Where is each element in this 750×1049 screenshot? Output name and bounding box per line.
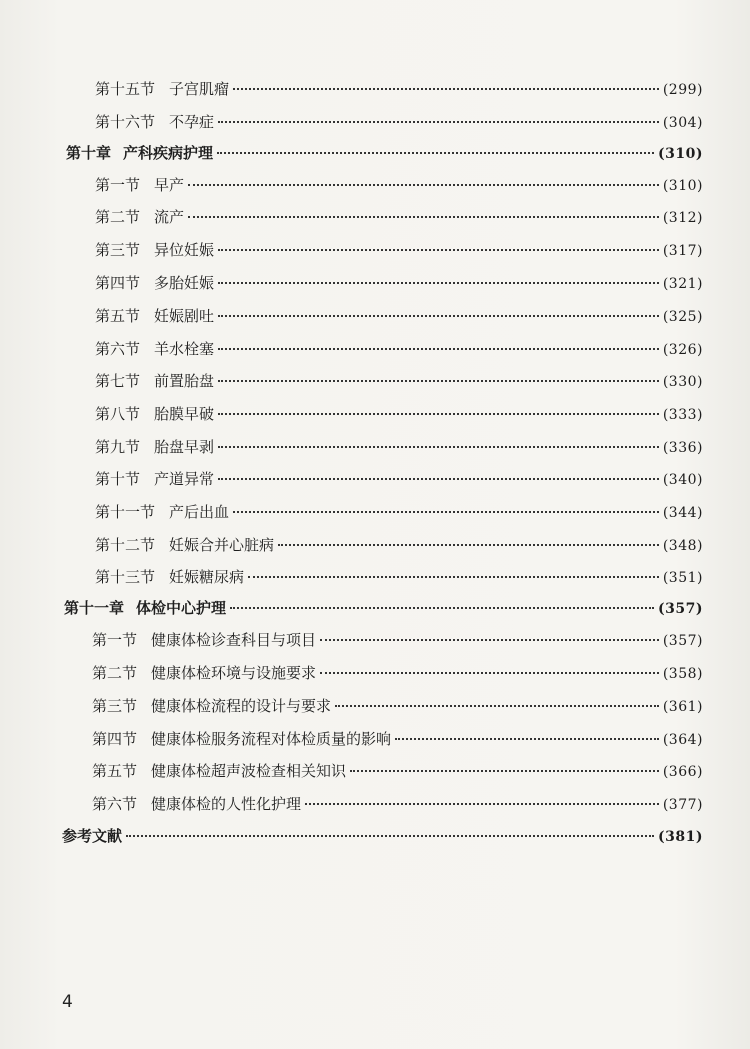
toc-entry — [95, 469, 703, 490]
toc-entry — [92, 794, 703, 815]
toc-entry-page: (340) — [662, 472, 703, 488]
dot-leader — [335, 705, 659, 707]
toc-entry — [95, 112, 703, 133]
toc-entry-number: 第三节 — [95, 241, 141, 259]
toc-entry-title: 多胎妊娠 — [154, 274, 215, 292]
toc-entry-title: 羊水栓塞 — [154, 340, 215, 358]
toc-entry-title: 不孕症 — [169, 113, 215, 131]
toc-entry-number: 第三节 — [92, 697, 138, 715]
dot-leader — [248, 576, 659, 578]
toc-entry-number: 第六节 — [95, 340, 141, 358]
dot-leader — [218, 413, 659, 415]
dot-leader — [320, 639, 659, 641]
toc-entry-title: 胎膜早破 — [154, 405, 215, 423]
toc-entry-number: 第一节 — [95, 176, 141, 194]
dot-leader — [218, 348, 659, 350]
toc-entry — [95, 567, 703, 588]
toc-entry — [92, 663, 703, 684]
dot-leader — [320, 672, 659, 674]
toc-entry — [95, 240, 703, 261]
toc-entry-page: (364) — [662, 732, 703, 748]
toc-entry-page: (344) — [662, 505, 703, 521]
toc-entry — [95, 273, 703, 294]
toc-entry — [92, 696, 703, 717]
dot-leader — [350, 770, 659, 772]
dot-leader — [230, 607, 654, 609]
toc-entry-page: (326) — [662, 342, 703, 358]
toc-chapter — [64, 598, 703, 619]
toc-entry-page: (333) — [662, 407, 703, 423]
dot-leader — [233, 88, 659, 90]
toc-entry-title: 健康体检的人性化护理 — [151, 795, 302, 813]
toc-entry-title: 健康体检环境与设施要求 — [151, 664, 317, 682]
toc-entry-page: (366) — [662, 764, 703, 780]
toc-entry-title: 胎盘早剥 — [154, 438, 215, 456]
toc-entry — [95, 502, 703, 523]
toc-chapter-title: 体检中心护理 — [136, 599, 227, 617]
toc-entry-number: 第十二节 — [95, 536, 156, 554]
dot-leader — [233, 511, 659, 513]
toc-chapter-number: 第十一章 — [64, 599, 125, 617]
toc-entry-title: 子宫肌瘤 — [169, 80, 230, 98]
toc-entry-page: (357) — [662, 633, 703, 649]
toc-entry-number: 第九节 — [95, 438, 141, 456]
toc-entry — [95, 437, 703, 458]
toc-entry-page: (299) — [662, 82, 703, 98]
toc-entry-number: 第四节 — [95, 274, 141, 292]
toc-entry-page: (321) — [662, 276, 703, 292]
dot-leader — [126, 835, 654, 837]
toc-entry-number: 第十节 — [95, 470, 141, 488]
toc-entry-number: 第六节 — [92, 795, 138, 813]
toc-entry-page: (336) — [662, 440, 703, 456]
dot-leader — [188, 184, 659, 186]
dot-leader — [218, 380, 659, 382]
toc-entry-title: 妊娠剧吐 — [154, 307, 215, 325]
toc-entry — [95, 306, 703, 327]
toc-entry-title: 健康体检超声波检查相关知识 — [151, 762, 347, 780]
toc-chapter-number: 第十章 — [66, 144, 112, 162]
dot-leader — [218, 282, 659, 284]
toc-entry — [95, 404, 703, 425]
toc-references — [62, 826, 703, 847]
toc-entry-number: 第十三节 — [95, 568, 156, 586]
toc-entry — [95, 339, 703, 360]
toc-chapter — [66, 143, 703, 164]
toc-entry-title: 早产 — [154, 176, 185, 194]
dot-leader — [218, 121, 659, 123]
toc-entry-page: (317) — [662, 243, 703, 259]
toc-entry-title: 妊娠合并心脏病 — [169, 536, 275, 554]
toc-entry — [95, 207, 703, 228]
toc-entry-page: (325) — [662, 309, 703, 325]
toc-entry-number: 第五节 — [95, 307, 141, 325]
dot-leader — [188, 216, 659, 218]
toc-entry-page: (304) — [662, 115, 703, 131]
toc-entry-page: (361) — [662, 699, 703, 715]
toc-entry-page: (358) — [662, 666, 703, 682]
toc-chapter-page: (357) — [658, 601, 703, 617]
toc-entry — [92, 761, 703, 782]
toc-references-page: (381) — [658, 829, 703, 845]
toc-entry-title: 健康体检诊查科目与项目 — [151, 631, 317, 649]
toc-entry-number: 第一节 — [92, 631, 138, 649]
dot-leader — [218, 478, 659, 480]
toc-entry-number: 第二节 — [92, 664, 138, 682]
toc-entry-number: 第四节 — [92, 730, 138, 748]
toc-entry-number: 第十六节 — [95, 113, 156, 131]
toc-entry-title: 健康体检流程的设计与要求 — [151, 697, 332, 715]
toc-entry-title: 异位妊娠 — [154, 241, 215, 259]
dot-leader — [217, 152, 654, 154]
toc-entry-page: (377) — [662, 797, 703, 813]
toc-entry-title: 妊娠糖尿病 — [169, 568, 245, 586]
toc-entry — [95, 371, 703, 392]
dot-leader — [305, 803, 659, 805]
toc-entry-page: (312) — [662, 210, 703, 226]
toc-entry-number: 第八节 — [95, 405, 141, 423]
toc-entry-number: 第二节 — [95, 208, 141, 226]
toc-entry-page: (351) — [662, 570, 703, 586]
toc-entry-title: 健康体检服务流程对体检质量的影响 — [151, 730, 392, 748]
page-number: 4 — [62, 992, 73, 1012]
toc-entry-title: 产后出血 — [169, 503, 230, 521]
toc-entry-page: (330) — [662, 374, 703, 390]
toc-entry-title: 产道异常 — [154, 470, 215, 488]
dot-leader — [218, 446, 659, 448]
dot-leader — [218, 249, 659, 251]
toc-entry — [95, 79, 703, 100]
toc-entry-number: 第七节 — [95, 372, 141, 390]
toc-entry-page: (310) — [662, 178, 703, 194]
toc-references-title: 参考文献 — [62, 827, 123, 845]
toc-entry-title: 前置胎盘 — [154, 372, 215, 390]
toc-entry — [92, 630, 703, 651]
toc-entry-number: 第十一节 — [95, 503, 156, 521]
toc-entry-title: 流产 — [154, 208, 185, 226]
toc-entry — [92, 729, 703, 750]
toc-entry-number: 第十五节 — [95, 80, 156, 98]
toc-entry — [95, 175, 703, 196]
dot-leader — [218, 315, 659, 317]
toc-entry-page: (348) — [662, 538, 703, 554]
toc-chapter-title: 产科疾病护理 — [123, 144, 214, 162]
toc-chapter-page: (310) — [658, 146, 703, 162]
dot-leader — [395, 738, 659, 740]
toc-entry-number: 第五节 — [92, 762, 138, 780]
dot-leader — [278, 544, 659, 546]
toc-entry — [95, 535, 703, 556]
